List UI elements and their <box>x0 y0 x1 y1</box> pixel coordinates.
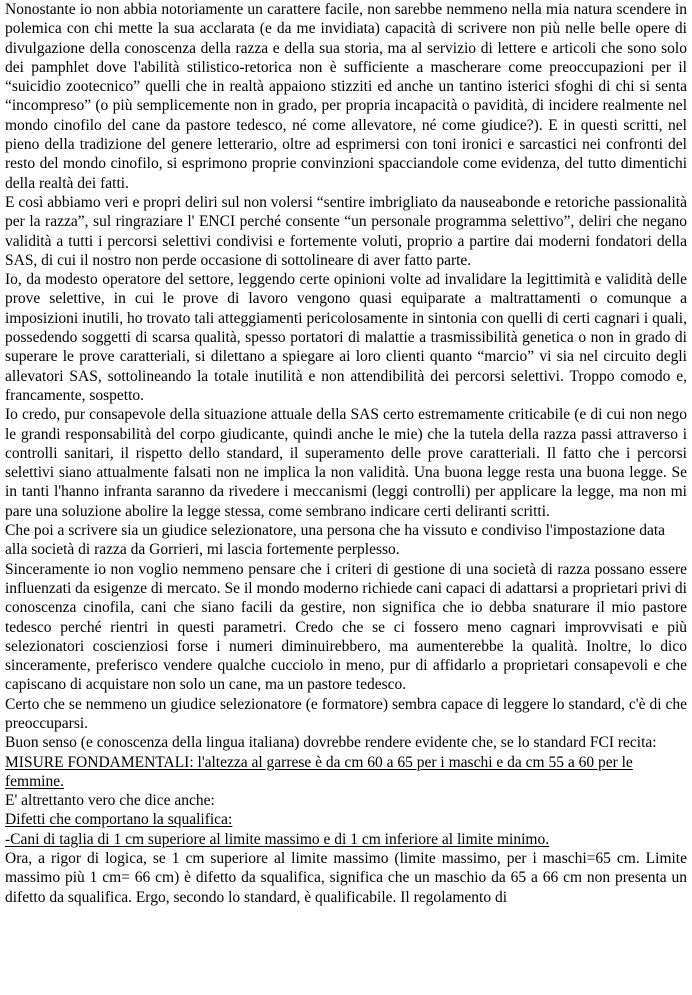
paragraph-deliri: E così abbiamo veri e propri deliri sul non volersi “sentire imbrigliato da nauseabonde e retoriche passionalità per la razza”, sul ringraziare l' ENCI perché consente “un personale programma selettivo”, deliri che negano validità a tutti i percorsi selettivi condivisi e fortemente voluti, proprio a partire dai moderni fondatori della SAS, di cui il nostro non perde occasione di sottolineare di aver fatto parte. <box>5 193 687 269</box>
standard-difetti-taglia: -Cani di taglia di 1 cm superiore al limite massimo e di 1 cm inferiore al limite minimo. <box>5 830 550 848</box>
paragraph-buon-senso: Buon senso (e conoscenza della lingua italiana) dovrebbe rendere evidente che, se lo standard FCI recita: <box>5 734 657 752</box>
paragraph-operatore: Io, da modesto operatore del settore, leggendo certe opinioni volte ad invalidare la legittimità e validità delle prove selettive, in cui le prove di lavoro vengono quasi equiparate a maltrattamenti o comunque a imposizioni inutili, ho trovato tali atteggiamenti pericolosamente in sintonia con quelli di certi cagnari i quali, possedendo soggetti di scarsa qualità, spesso portatori di malattie a trasmissibilità genetica o non in grado di superare le prove caratteriali, si dilettano a spiegare ai loro clienti quanto “marcio” vi sia nel circuito degli allevatori SAS, sottolineando la totale inutilità e non attendibilità dei percorsi selettivi. Troppo comodo e, francamente, sospetto. <box>5 271 687 404</box>
paragraph-intro: Nonostante io non abbia notoriamente un carattere facile, non sarebbe nemmeno nella mia natura scendere in polemica con chi mette la sua acclarata (e da me invidiata) capacità di scrivere non più nelle belle opere di divulgazione della conoscenza della razza e della sua storia, ma al servizio di lettere e articoli che sono solo dei pamphlet dove l'abilità stilistico-retorica non è sufficiente a mascherare come preoccupazioni per il “suicidio zootecnico” quelli che in realtà appaiono stizziti ed anche un tantino isterici sfoghi di chi si senta “incompreso” (o più semplicemente non in grado, per propria incapacità o pavidità, di incidere realmente nel mondo cinofilo del cane da pastore tedesco, né come allevatore, né come giudice?). E in questi scritti, nel pieno della tradizione del genere letterario, oltre ad esprimersi con toni ironici e sarcastici nei confronti del resto del mondo cinofilo, si esprimono proprie convinzioni spacciandole come evidenza, del tutto dimentichi della realtà dei fatti. <box>5 1 687 192</box>
paragraph-altrettanto: E' altrettanto vero che dice anche: <box>5 792 215 810</box>
standard-misure-fondamentali: MISURE FONDAMENTALI: l'altezza al garrese è da cm 60 a 65 per i maschi e da cm 55 a 60 per le femmine. <box>5 753 633 790</box>
paragraph-tutela: Io credo, pur consapevole della situazione attuale della SAS certo estremamente criticabile (e di cui non nego le grandi responsabilità del corpo giudicante, quindi anche le mie) che la tutela della razza passi attraverso i controlli sanitari, il rispetto dello standard, il superamento delle prove caratteriali. Il fatto che i percorsi selettivi siano attualmente falsati non ne implica la non validità. Una buona legge resta una buona legge. Se in tanti l'hanno infranta saranno da rivedere i meccanismi (leggi controlli) per applicare la legge, ma non mi pare una soluzione abolire la legge stessa, come sembrano indicare certi deliranti scritti. <box>5 406 687 520</box>
paragraph-giudice: Che poi a scrivere sia un giudice selezionatore, una persona che ha vissuto e condiviso l'impostazione data alla società di razza da Gorrieri, mi lascia fortemente perplesso. <box>5 522 666 559</box>
standard-difetti-heading: Difetti che comportano la squalifica: <box>5 811 233 829</box>
paragraph-mercato: Sinceramente io non voglio nemmeno pensare che i criteri di gestione di una società di razza possano essere influenzati da esigenze di mercato. Se il mondo moderno richiede cani capaci di adattarsi a proprietari privi di conoscenza cinofila, cani che siano facili da gestire, non significa che io debba snaturare il mio pastore tedesco perché rientri in questi parametri. Credo che se ci fossero meno cagnari improvvisati e più selezionatori coscienziosi forse i numeri diminuirebbero, ma aumenterebbe la qualità. Inoltre, lo dico sinceramente, preferisco vendere qualche cucciolo in meno, pur di affidarlo a proprietari consapevoli e che capiscano di acquistare non solo un cane, ma un pastore tedesco. <box>5 560 687 694</box>
paragraph-rigor-di-logica: Ora, a rigor di logica, se 1 cm superiore al limite massimo (limite massimo, per i maschi=65 cm. Limite massimo più 1 cm= 66 cm) è difetto da squalifica, significa che un maschio da 65 a 66 cm non presenta un difetto da squalifica. Ergo, secondo lo standard, è qualificabile. Il regolamento di <box>5 850 687 906</box>
paragraph-preoccuparsi: Certo che se nemmeno un giudice selezionatore (e formatore) sembra capace di leggere lo standard, c'è di che preoccuparsi. <box>5 695 687 732</box>
document-body <box>5 0 687 907</box>
